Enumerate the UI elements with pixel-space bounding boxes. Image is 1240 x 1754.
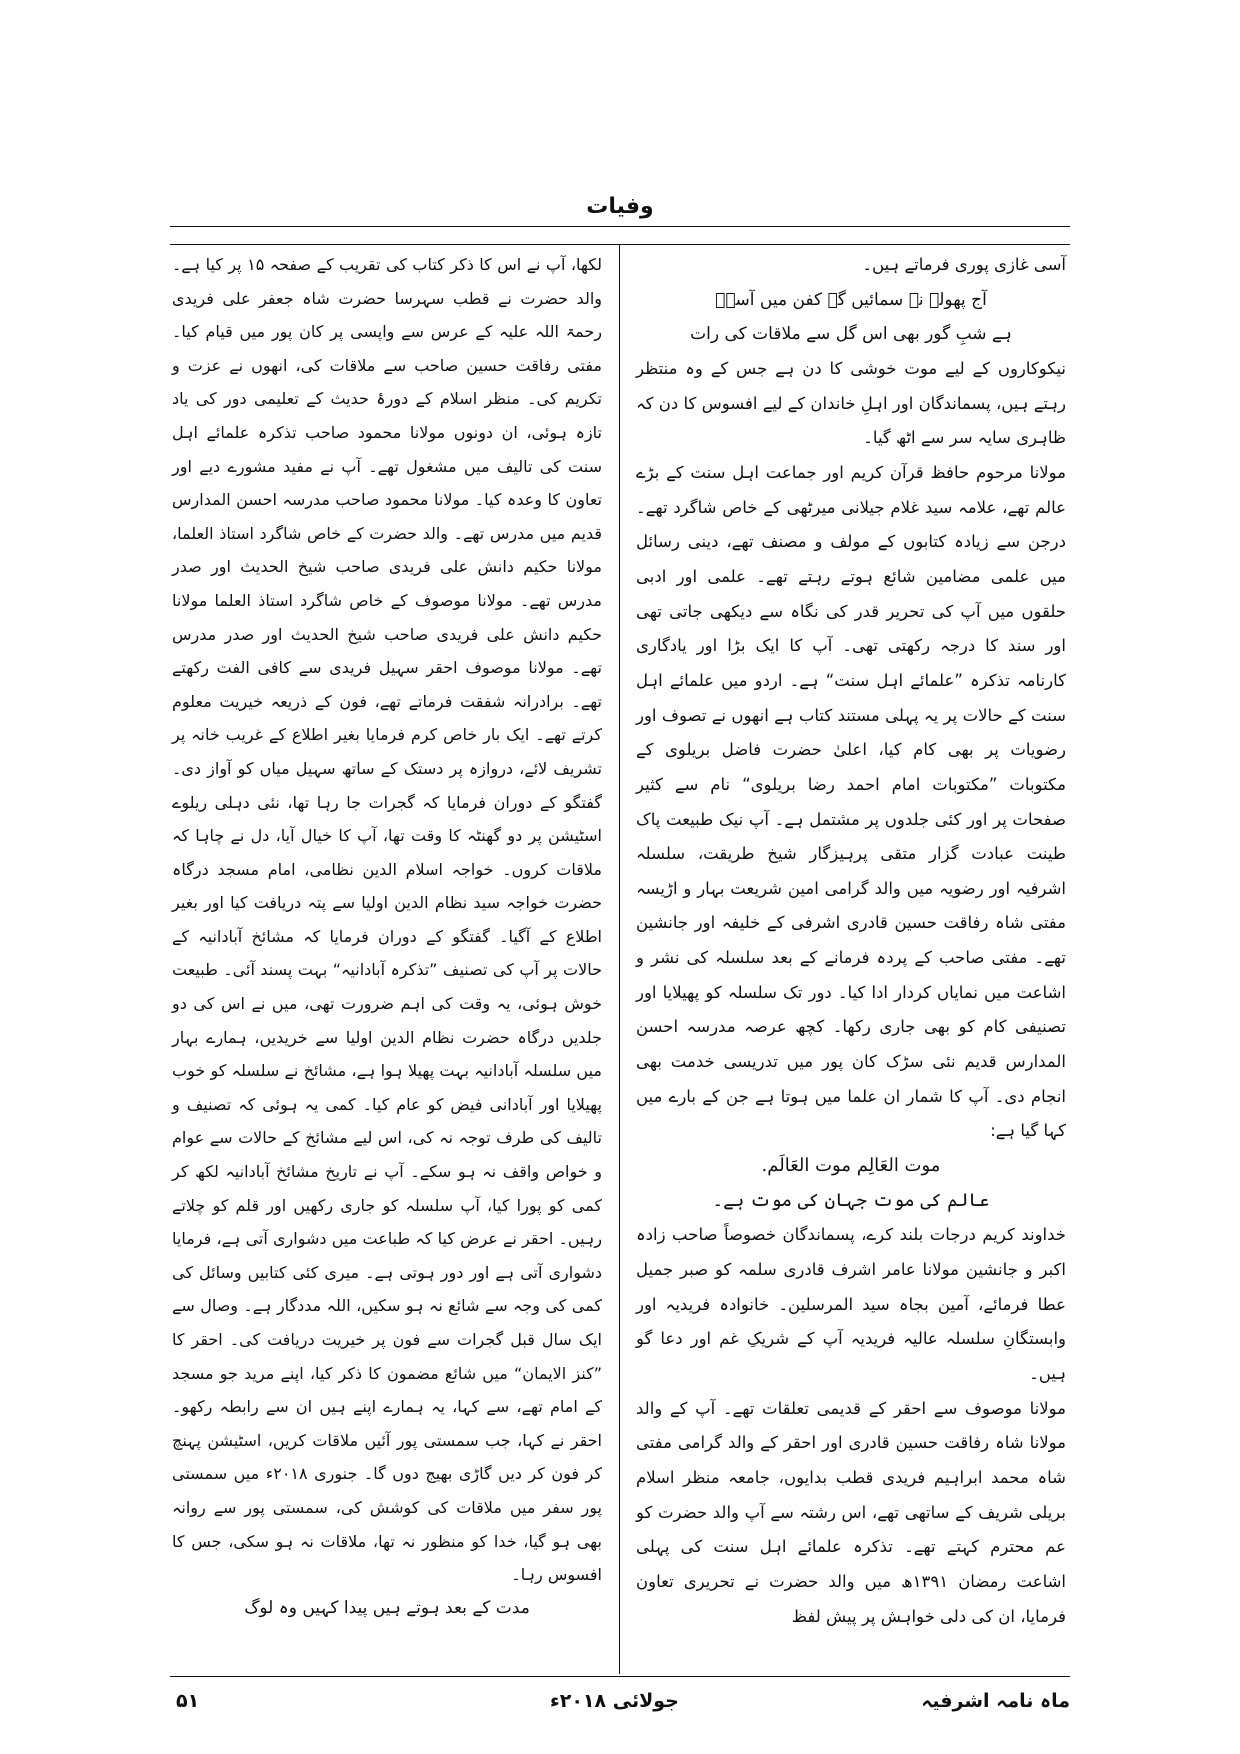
arabic-quote: موت العَالِم موت العَالَم. [761,1155,941,1177]
paragraph: خداوند کریم درجات بلند کرے، پسماندگان خصوصاً صاحب زادہ اکبر و جانشین مولانا عامر اشرف قادری سلمہ کو صبر جمیل عطا فرمائے، آمین بجاہ سید المرسلین۔ خانوادہ فریدیہ اور وابستگانِ سلسلہ عالیہ فریدیہ آپ کے شریکِ غم اور دعا گو ہیں۔ [636,1225,1066,1383]
section-title: وفیات [586,194,654,219]
left-column [172,248,602,1625]
footer-rule [170,1676,1070,1677]
paragraph: لکھا، آپ نے اس کا ذکر کتاب کی تقریب کے صفحہ ۱۵ پر کیا ہے۔ والد حضرت نے قطب سہرسا حضرت شاہ جعفر علی فریدی رحمۃ اللہ علیہ کے عرس سے واپسی پر کان پور میں قیام کیا۔ مفتی رفاقت حسین صاحب سے ملاقات کی، انھوں نے عزت و تکریم کی۔ منظر اسلام کے دورۂ حدیث کے تعلیمی دور کی یاد تازہ ہوئی، ان دونوں مولانا محمود صاحب تذکرہ علمائے اہل سنت کی تالیف میں مشغول تھے۔ آپ نے مفید مشورے دیے اور تعاون کا وعدہ کیا۔ مولانا محمود صاحب مدرسہ احسن المدارس قدیم میں مدرس تھے۔ والد حضرت کے خاص شاگرد استاذ العلما، مولانا حکیم دانش علی فریدی صاحب شیخ الحدیث اور صدر مدرس تھے۔ مولانا موصوف کے خاص شاگرد استاذ العلما مولانا حکیم دانش علی فریدی صاحب شیخ الحدیث اور صدر مدرس تھے۔ مولانا موصوف احقر سہیل فریدی سے کافی الفت رکھتے تھے۔ برادرانہ شفقت فرماتے تھے، فون کے ذریعہ خیریت معلوم کرتے تھے۔ ایک بار خاص کرم فرمایا بغیر اطلاع کے غریب خانہ پر تشریف لائے، دروازہ پر دستک کے ساتھ سہیل میاں کو آواز دی۔ گفتگو کے دوران فرمایا کہ گجرات جا رہا تھا، نئی دہلی ریلوے اسٹیشن پر دو گھنٹہ کا وقت تھا، آپ کا خیال آیا، دل نے چاہا کہ ملاقات کروں۔ خواجہ اسلام الدین نظامی، امام مسجد درگاہ حضرت خواجہ سید نظام الدین اولیا سے پتہ دریافت کیا اور بغیر اطلاع کے آگیا۔ گفتگو کے دوران فرمایا کہ مشائخ آبادانیہ کے حالات پر آپ کی تصنیف ”تذکرہ آبادانیہ“ بہت پسند آئی۔ طبیعت خوش ہوئی، یہ وقت کی اہم ضرورت تھی، میں نے اس کی دو جلدیں درگاہ حضرت نظام الدین اولیا سے خریدیں، ہمارے بہار میں سلسلہ آبادانیہ بہت پھیلا ہوا ہے، مشائخ نے سلسلہ کو خوب پھیلایا اور آبادانی فیض کو عام کیا۔ کمی یہ ہوئی کہ تصنیف و تالیف کی طرف توجہ نہ کی، اس لیے مشائخ کے حالات سے عوام و خواص واقف نہ ہو سکے۔ آپ نے تاریخ مشائخ آبادانیہ لکھ کر کمی کو پورا کیا، آپ سلسلہ کو جاری رکھیں اور قلم کو چلاتے رہیں۔ احقر نے عرض کیا کہ طباعت میں دشواری آتی ہے، فرمایا دشواری آتی ہے اور دور ہوتی ہے۔ میری کئی کتابیں وسائل کی کمی کی وجہ سے شائع نہ ہو سکیں، اللہ مددگار ہے۔ وصال سے ایک سال قبل گجرات سے فون پر خیریت دریافت کی۔ احقر کا ”کنز الایمان“ میں شائع مضمون کا ذکر کیا، اپنے مرید جو مسجد کے امام تھے، سے کہا، یہ ہمارے اپنے ہیں ان سے رابطہ رکھو۔ احقر نے کہا، جب سمستی پور آئیں ملاقات کریں، اسٹیشن پہنچ کر فون کر دیں گاڑی بھیج دوں گا۔ جنوری ۲۰۱۸ء میں سمستی پور سفر میں ملاقات کی کوشش کی، سمستی پور سے روانہ بھی ہو گیا، خدا کو منظور نہ تھا، ملاقات نہ ہو سکی، جس کا افسوس رہا۔ [172,255,603,1585]
page-header [170,194,1070,219]
issue-date: جولائی ۲۰۱۸ء [550,1690,679,1712]
page-number: ۵۱ [176,1690,200,1712]
paragraph: آسی غازی پوری فرماتے ہیں۔ [862,255,1066,274]
right-column [636,248,1066,1634]
paragraph: مولانا موصوف سے احقر کے قدیمی تعلقات تھے۔ آپ کے والد مولانا شاہ رفاقت حسین قادری اور احقر کے والد گرامی مفتی شاہ محمد ابراہیم فریدی قطب بدایوں، جامعہ منظر اسلام بریلی شریف کے ساتھی تھے، اس رشتہ سے آپ والد حضرت کو عم محترم کہتے تھے۔ تذکرہ علمائے اہل سنت کی پہلی اشاعت رمضان ۱۳۹۱ھ میں والد حضرت نے تحریری تعاون فرمایا، ان کی دلی خواہش پر پیش لفظ [636,1398,1067,1626]
header-rule-bottom [170,244,1070,245]
arabic-quote: عالم کی موت جہان کی موت ہے۔ [712,1189,990,1211]
verse-line: آج پھولے نہ سمائیں گے کفن میں آسیؔ [715,289,987,310]
paragraph: مولانا مرحوم حافظ قرآن کریم اور جماعت اہل سنت کے بڑے عالم تھے، علامہ سید غلام جیلانی میرٹھی کے خاص شاگرد تھے۔ درجن سے زیادہ کتابوں کے مولف و مصنف تھے، دینی رسائل میں علمی مضامین شائع ہوتے رہتے تھے۔ علمی اور ادبی حلقوں میں آپ کی تحریر قدر کی نگاہ سے دیکھی جاتی تھی اور سند کا درجہ رکھتی تھی۔ آپ کا ایک بڑا اور یادگاری کارنامہ تذکرہ ”علمائے اہل سنت“ ہے۔ اردو میں علمائے اہل سنت کے حالات پر یہ پہلی مستند کتاب ہے انھوں نے تصوف اور رضویات پر بھی کام کیا، اعلیٰ حضرت فاضل بریلوی کے مکتوبات ”مکتوبات امام احمد رضا بریلوی“ نام سے کثیر صفحات پر اور کئی جلدوں پر مشتمل ہے۔ آپ نیک طبیعت پاک طینت عبادت گزار متقی پرہیزگار شیخ طریقت، سلسلہ اشرفیہ اور رضویہ میں والد گرامی امین شریعت بہار و اڑیسہ مفتی شاہ رفاقت حسین قادری اشرفی کے خلیفہ اور جانشین تھے۔ مفتی صاحب کے پردہ فرمانے کے بعد سلسلہ کی نشر و اشاعت میں نمایاں کردار ادا کیا۔ دور تک سلسلہ کو پھیلایا اور تصنیفی کام کو بھی جاری رکھا۔ کچھ عرصہ مدرسہ احسن المدارس قدیم نئی سڑک کان پور میں تدریسی خدمت بھی انجام دی۔ آپ کا شمار ان علما میں ہوتا ہے جن کے بارے میں کہا گیا ہے: [636,462,1066,1141]
verse-line: مدت کے بعد ہوتے ہیں پیدا کہیں وہ لوگ [244,1597,530,1618]
header-rule-top [170,226,1070,227]
verse-line: ہے شبِ گور بھی اس گل سے ملاقات کی رات [690,324,1012,345]
paragraph: نیکوکاروں کے لیے موت خوشی کا دن ہے جس کے وہ منتظر رہتے ہیں، پسماندگان اور اہلِ خاندان کے لیے افسوس کا دن کہ ظاہری سایہ سر سے اٹھ گیا۔ [635,358,1066,448]
page-footer [170,1682,1070,1722]
column-divider [619,244,620,1674]
magazine-name: ماہ نامہ اشرفیہ [921,1690,1070,1712]
